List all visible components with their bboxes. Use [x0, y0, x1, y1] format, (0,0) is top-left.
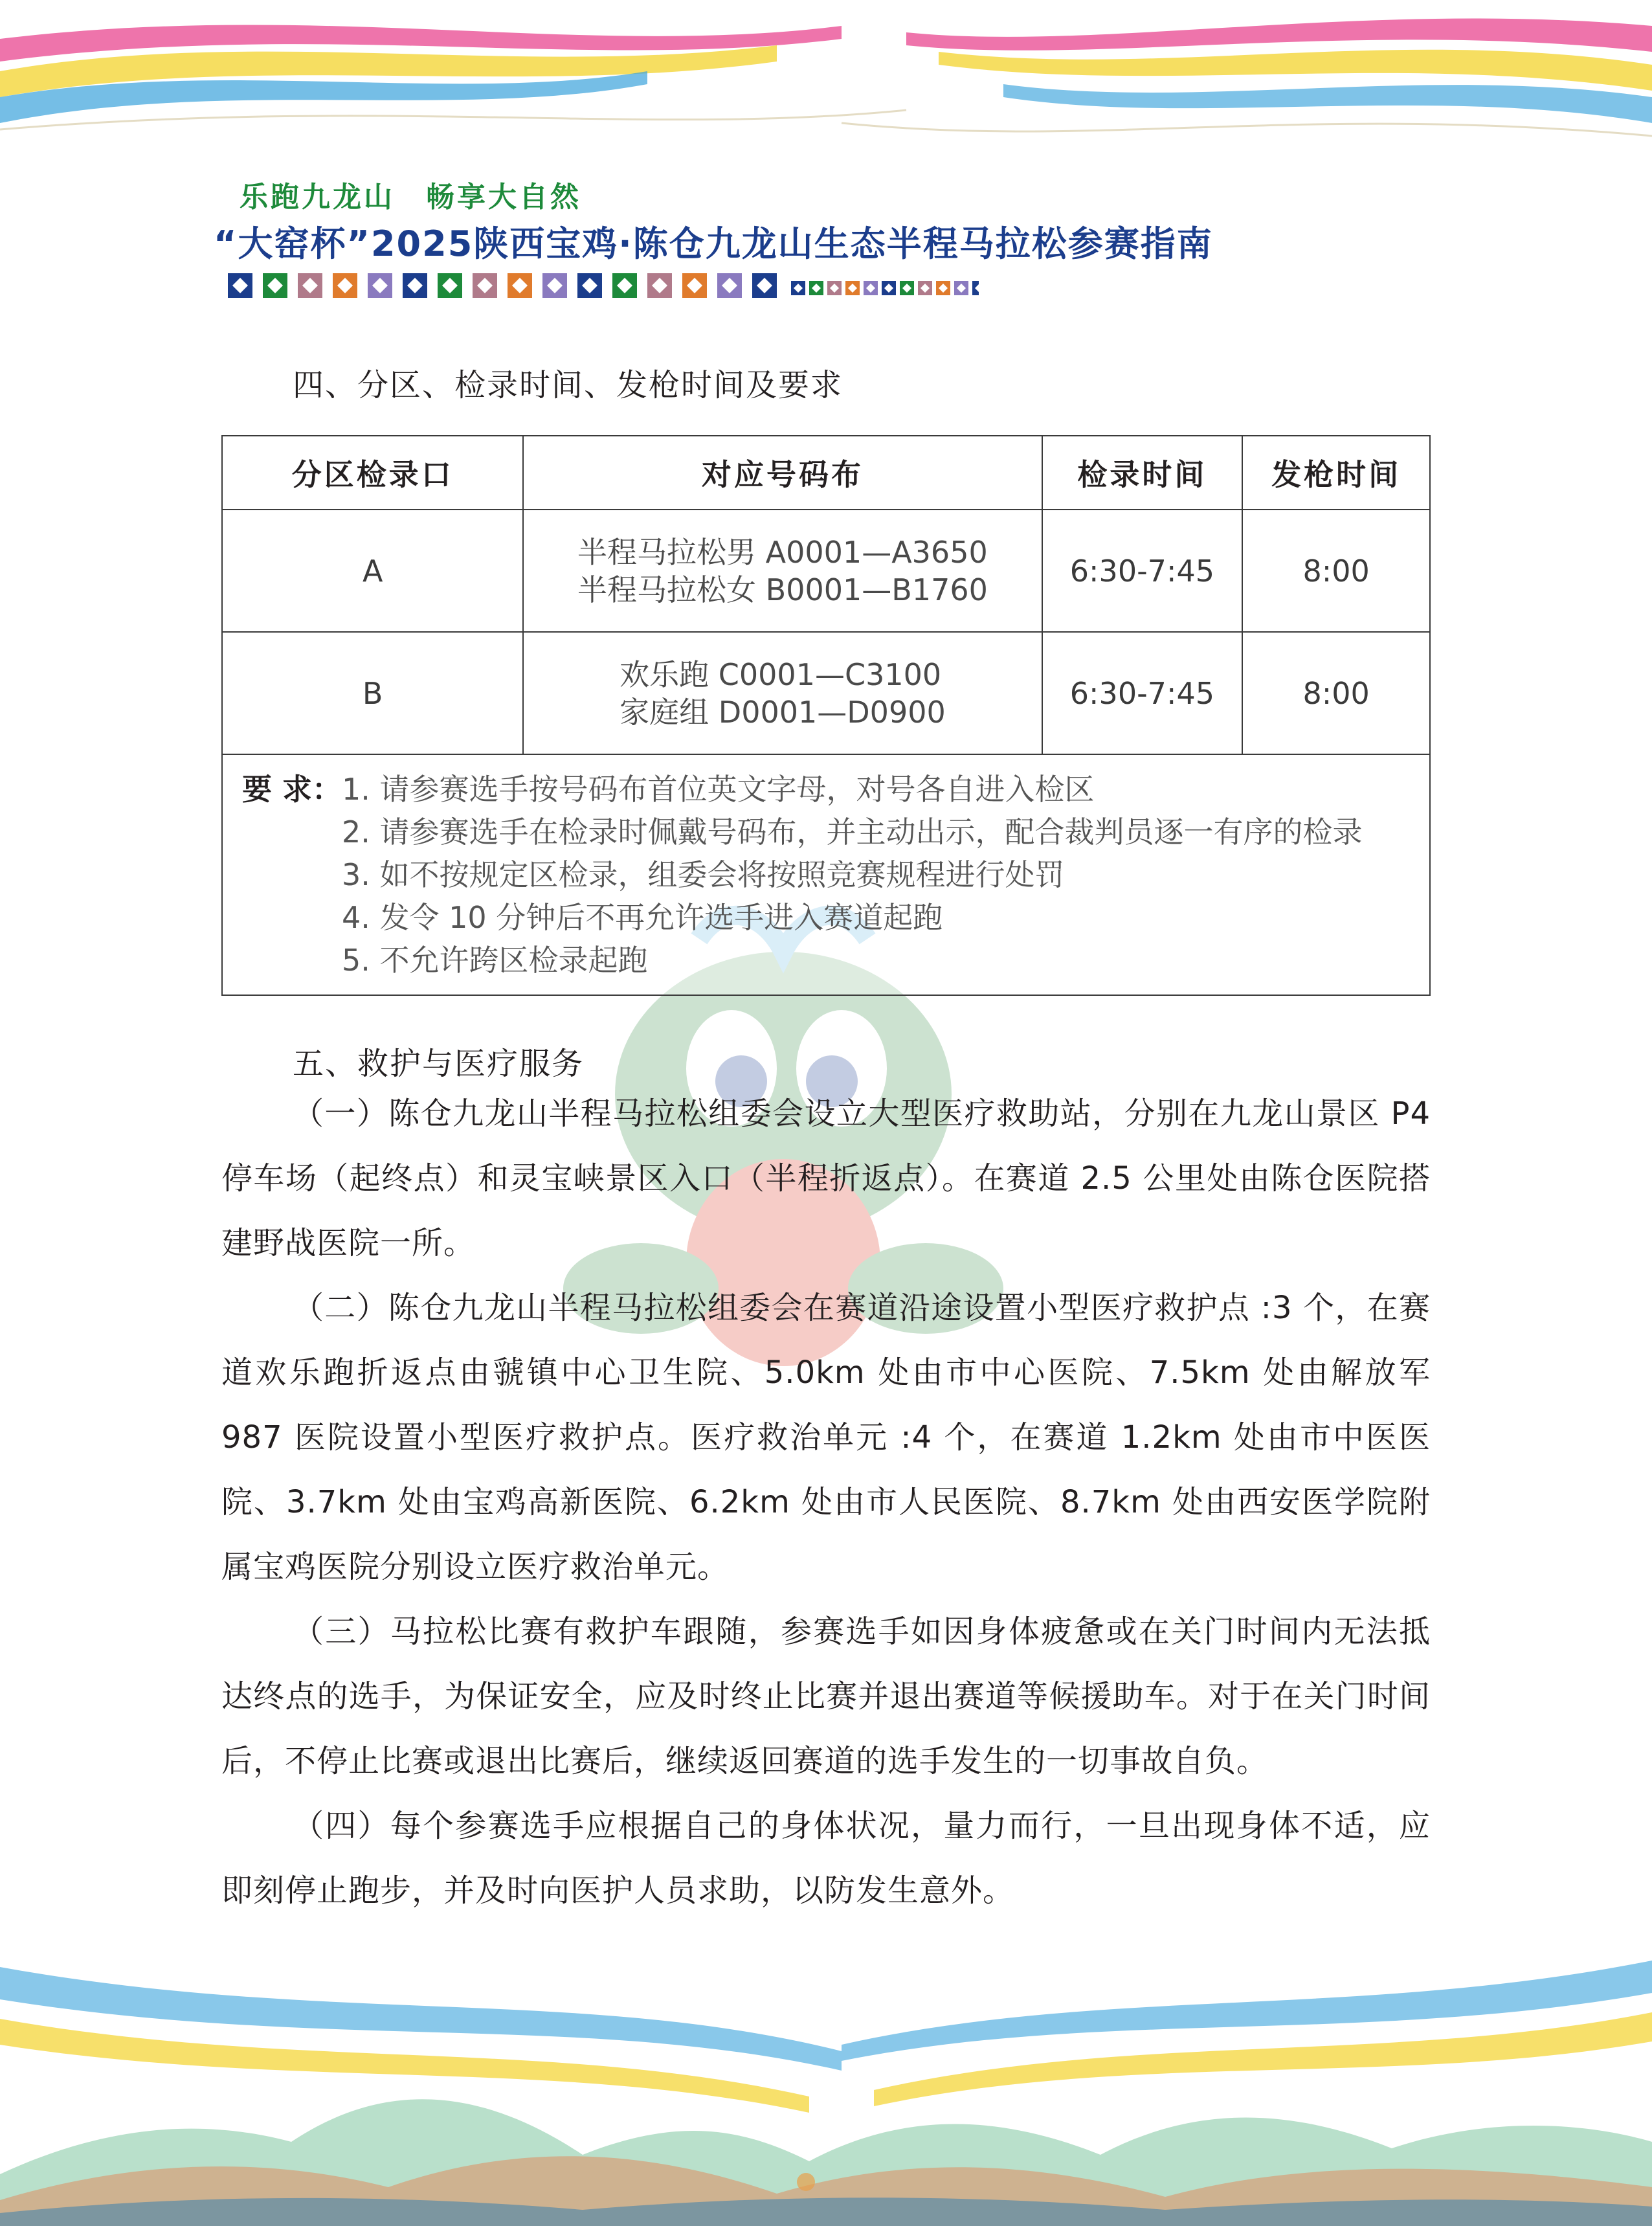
paragraph: （一）陈仓九龙山半程马拉松组委会设立大型医疗救助站，分别在九龙山景区 P4 停车场（起终点）和灵宝峡景区入口（半程折返点）。在赛道 2.5 公里处由陈仓医院搭建野战医院一所。 — [221, 1096, 1431, 1261]
decorative-pattern-strip — [228, 271, 979, 300]
pattern-tile-small — [972, 281, 979, 295]
column-header: 分区检录口 — [222, 436, 523, 510]
requirements-label: 要 求： — [242, 772, 342, 807]
top-ribbon-decoration — [0, 0, 1652, 168]
pattern-tile — [508, 273, 532, 298]
pattern-tile — [298, 273, 322, 298]
bib-range-line: 欢乐跑 C0001—C3100 — [620, 657, 942, 692]
pattern-tile — [473, 273, 497, 298]
pattern-tile-small — [954, 281, 968, 295]
pattern-tile — [333, 273, 357, 298]
pattern-tile-small — [864, 281, 878, 295]
pattern-tile-small — [882, 281, 896, 295]
section-heading-medical: 五、救护与医疗服务 — [293, 1046, 585, 1082]
slogan: 乐跑九龙山 畅享大自然 — [240, 181, 581, 214]
pattern-tile — [438, 273, 462, 298]
bib-range-line: 半程马拉松女 B0001—B1760 — [577, 572, 988, 607]
pattern-tile — [717, 273, 742, 298]
bib-range-line: 家庭组 D0001—D0900 — [620, 694, 946, 730]
column-header: 对应号码布 — [523, 436, 1042, 510]
checkin-schedule-table — [221, 435, 1431, 996]
pattern-tile-small — [900, 281, 914, 295]
checkin-time-cell: 6:30-7:45 — [1042, 632, 1243, 754]
pattern-tile-small — [845, 281, 860, 295]
table-row — [222, 510, 1430, 632]
requirement-item: 5. 不允许跨区检录起跑 — [342, 943, 648, 978]
start-time-cell: 8:00 — [1242, 632, 1430, 754]
requirement-item: 3. 如不按规定区检录，组委会将按照竞赛规程进行处罚 — [342, 857, 1065, 892]
column-header: 检录时间 — [1042, 436, 1243, 510]
table-row — [222, 632, 1430, 754]
pattern-tile-small — [791, 281, 805, 295]
pattern-tile — [752, 273, 777, 298]
requirement-item: 1. 请参赛选手按号码布首位英文字母，对号各自进入检区 — [342, 772, 1095, 807]
pattern-tile — [647, 273, 672, 298]
pattern-tile — [368, 273, 392, 298]
pattern-tile-small — [827, 281, 842, 295]
bib-range-cell — [523, 632, 1042, 754]
bib-range-cell — [523, 510, 1042, 632]
paragraph: （二）陈仓九龙山半程马拉松组委会在赛道沿途设置小型医疗救护点 :3 个，在赛道欢乐跑折返点由虢镇中心卫生院、5.0km 处由市中心医院、7.5km 处由解放军 987 医院设置小型医疗救护点。医疗救治单元 :4 个，在赛道 1.2km 处由市中医医院、3.7km 处由宝鸡高新医院、6.2km 处由市人民医院、8.7km 处由西安医学院附属宝鸡医院分别设立医疗救治单元。 — [221, 1290, 1431, 1585]
pattern-tile — [682, 273, 707, 298]
bottom-mountain-decoration — [0, 1948, 1652, 2226]
pattern-tile-small — [809, 281, 823, 295]
pattern-tile — [228, 273, 252, 298]
medical-service-body — [221, 1081, 1431, 1923]
requirements-row — [222, 754, 1430, 995]
column-header: 发枪时间 — [1242, 436, 1430, 510]
start-time-cell: 8:00 — [1242, 510, 1430, 632]
pattern-tile — [542, 273, 567, 298]
checkin-time-cell: 6:30-7:45 — [1042, 510, 1243, 632]
requirements-cell — [222, 754, 1430, 995]
requirements-list — [342, 768, 1363, 982]
requirement-item: 2. 请参赛选手在检录时佩戴号码布，并主动出示，配合裁判员逐一有序的检录 — [342, 815, 1363, 849]
section-heading-checkin: 四、分区、检录时间、发枪时间及要求 — [293, 367, 843, 403]
zone-cell: A — [222, 510, 523, 632]
pattern-tile — [577, 273, 602, 298]
pattern-tile — [263, 273, 287, 298]
pattern-tile-small — [936, 281, 950, 295]
pattern-tile — [403, 273, 427, 298]
bib-range-line: 半程马拉松男 A0001—A3650 — [577, 534, 988, 570]
pattern-tile-small — [918, 281, 932, 295]
zone-cell: B — [222, 632, 523, 754]
document-title: “大窑杯”2025陕西宝鸡·陈仓九龙山生态半程马拉松参赛指南 — [214, 223, 1213, 264]
pattern-tile — [612, 273, 637, 298]
paragraph: （四）每个参赛选手应根据自己的身体状况，量力而行，一旦出现身体不适，应即刻停止跑步，并及时向医护人员求助，以防发生意外。 — [221, 1808, 1431, 1909]
table-header-row — [222, 436, 1430, 510]
paragraph: （三）马拉松比赛有救护车跟随，参赛选手如因身体疲惫或在关门时间内无法抵达终点的选手，为保证安全，应及时终止比赛并退出赛道等候援助车。对于在关门时间后，不停止比赛或退出比赛后，继续返回赛道的选手发生的一切事故自负。 — [221, 1613, 1431, 1779]
requirement-item: 4. 发令 10 分钟后不再允许选手进入赛道起跑 — [342, 900, 943, 935]
